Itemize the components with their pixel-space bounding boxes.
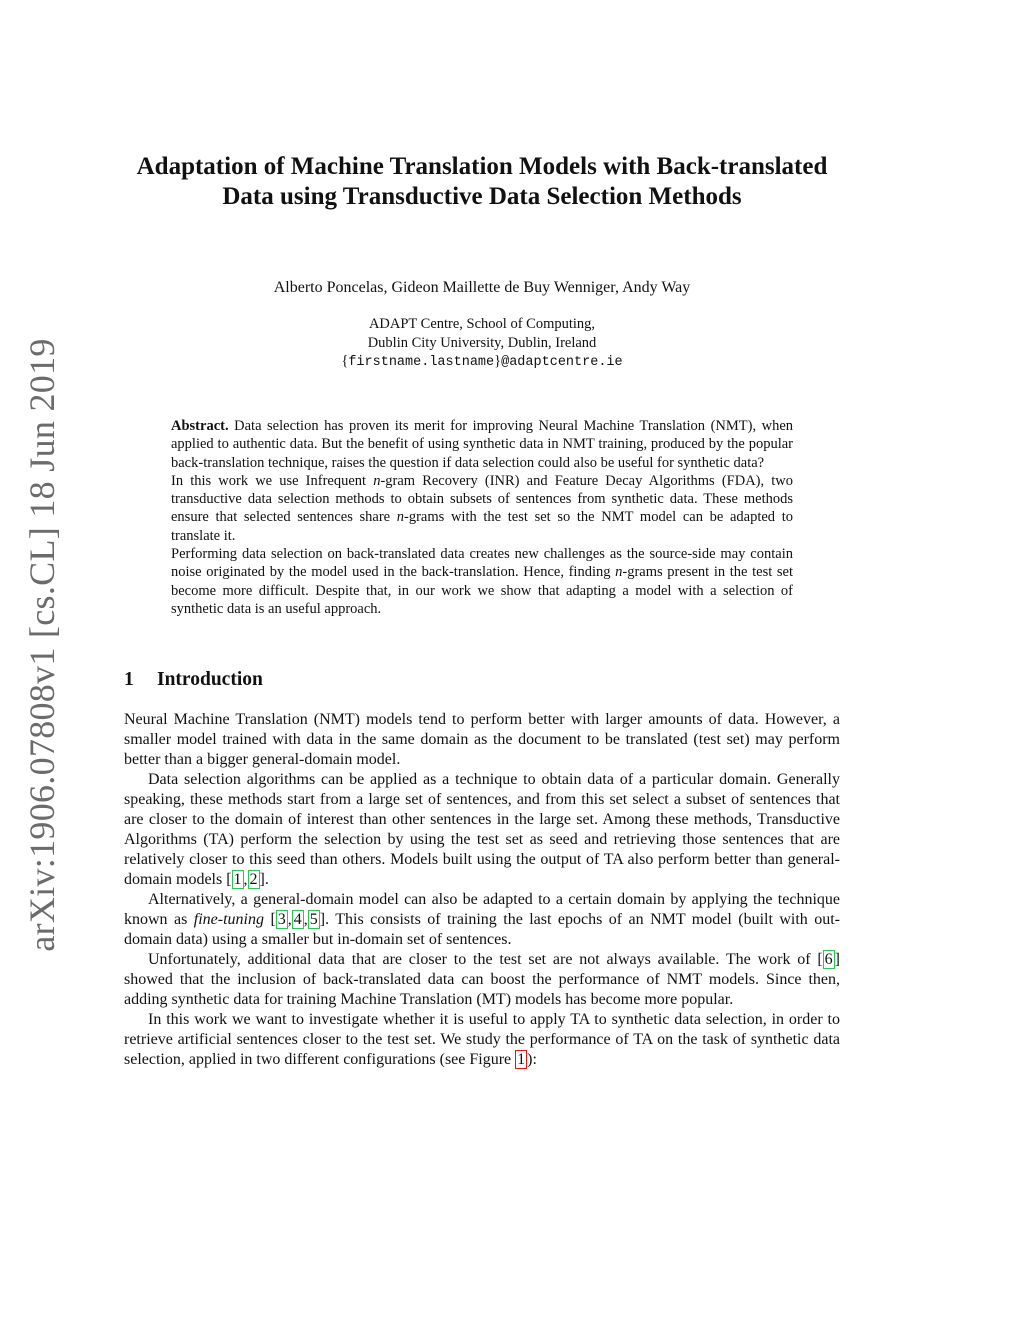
affiliation-block [124,315,840,373]
body-paragraph-1: Neural Machine Translation (NMT) models tend to perform better with larger amounts of data. However, a smaller model trained with data in the same domain as the document to be translated (test set) may perform better than a bigger general-domain model. [124,711,840,768]
body-text: ] showed that the inclusion of back-translated data can boost the performance of NMT models. Since then, adding synthetic data for training Machine Translation (MT) models has become more popular. [124,951,840,1008]
abstract-paragraph-1 [171,417,793,472]
body-text: ]. [259,871,269,888]
body-text: Alternatively, a general-domain model can also be adapted to a certain domain by applying the technique known as [124,891,840,928]
email-domain: @adaptcentre.ie [501,355,623,370]
math-n: n [615,564,623,581]
abstract-text-3a: Performing data selection on back-translated data creates new challenges as the source-side may contain noise originated by the model used in the back-translation. Hence, finding [171,546,793,581]
abstract-label: Abstract. [171,418,229,434]
section-number: 1 [124,669,134,690]
citation-link[interactable]: 3 [277,911,286,928]
citation-separator: , [287,911,292,928]
body-text: ): [527,1051,537,1068]
email-brace-close: } [494,353,502,369]
affiliation-line-1: ADAPT Centre, School of Computing, [368,316,596,332]
citation-link[interactable]: 1 [233,871,242,888]
abstract-text-3b: -grams present in the test set become more difficult. Despite that, in our work we show that adapting a model with a selection of synthetic data is an useful approach. [171,564,794,617]
citation-separator: , [243,871,248,888]
paper-title: Adaptation of Machine Translation Models with Back-translated Data using Transductive Data Selection Methods [136,153,828,210]
body-text: Unfortunately, additional data that are closer to the test set are not always available. The work of [ [148,951,823,968]
body-text: ]. This consists of training the last epochs of an NMT model (built with out-domain data) using a smaller but in-domain set of sentences. [124,911,841,948]
math-n: n [373,472,381,489]
affiliation-line-2: Dublin City University, Dublin, Ireland [367,334,597,351]
abstract-text-1: Data selection has proven its merit for improving Neural Machine Translation (NMT), when applied to authentic data. But the benefit of using synthetic data in NMT training, produced by the popular back-translation technique, raises the question if data selection could also be useful for synthetic data? [171,418,794,471]
contact-email [124,352,840,373]
math-n: n [396,509,405,526]
body-paragraph-5 [124,1010,840,1070]
email-brace-open: { [341,353,349,369]
body-text: Data selection algorithms can be applied as a technique to obtain data of a particular domain. Generally speaking, these methods start from a large set of sentences, and from this set select a subset of sentences that are closer to the domain of interest than other sentences in the large set. Among these methods, Transductive Algorithms (TA) perform the selection by using the test set as seed and retrieving those sentences that are relatively closer to this seed than others. Models built using the output of TA also perform better than general-domain models [ [124,771,840,888]
abstract-text-2c: -grams with the test set so the NMT model can be adapted to translate it. [171,509,793,544]
body-text: In this work we want to investigate whether it is useful to apply TA to synthetic data selection, in order to retrieve artificial sentences closer to the test set. We study the performance of TA on the task of synthetic data selection, applied in two different configurations (see Figure [124,1011,840,1068]
section-title: Introduction [157,669,263,690]
figure-reference-link[interactable]: 1 [517,1051,526,1068]
abstract-text-2b: -gram Recovery (INR) and Feature Decay Algorithms (FDA), two transductive data selection methods to obtain subsets of sentences from synthetic data. These methods ensure that selected sentences share [171,472,793,526]
citation-link[interactable]: 4 [293,911,302,928]
introduction-body [124,710,840,1070]
email-user: firstname.lastname [348,355,495,370]
citation-separator: , [303,911,308,928]
body-text: [ [264,911,276,928]
abstract-text-2a: In this work we use Infrequent [171,472,374,489]
abstract-paragraph-2 [171,472,793,545]
body-paragraph-4 [124,950,840,1010]
author-list: Alberto Poncelas, Gideon Maillette de Buy Wenniger, Andy Way [273,279,691,296]
body-paragraph-3 [124,890,840,950]
body-paragraph-2 [124,770,840,890]
section-heading-introduction [124,669,263,691]
abstract [171,417,793,618]
citation-link[interactable]: 5 [309,911,318,928]
citation-link[interactable]: 2 [249,871,258,888]
abstract-paragraph-3 [171,545,793,618]
emphasis-term: fine-tuning [193,911,264,928]
arxiv-identifier: arXiv:1906.07808v1 [cs.CL] 18 Jun 2019 [22,338,62,952]
citation-link[interactable]: 6 [824,951,833,968]
